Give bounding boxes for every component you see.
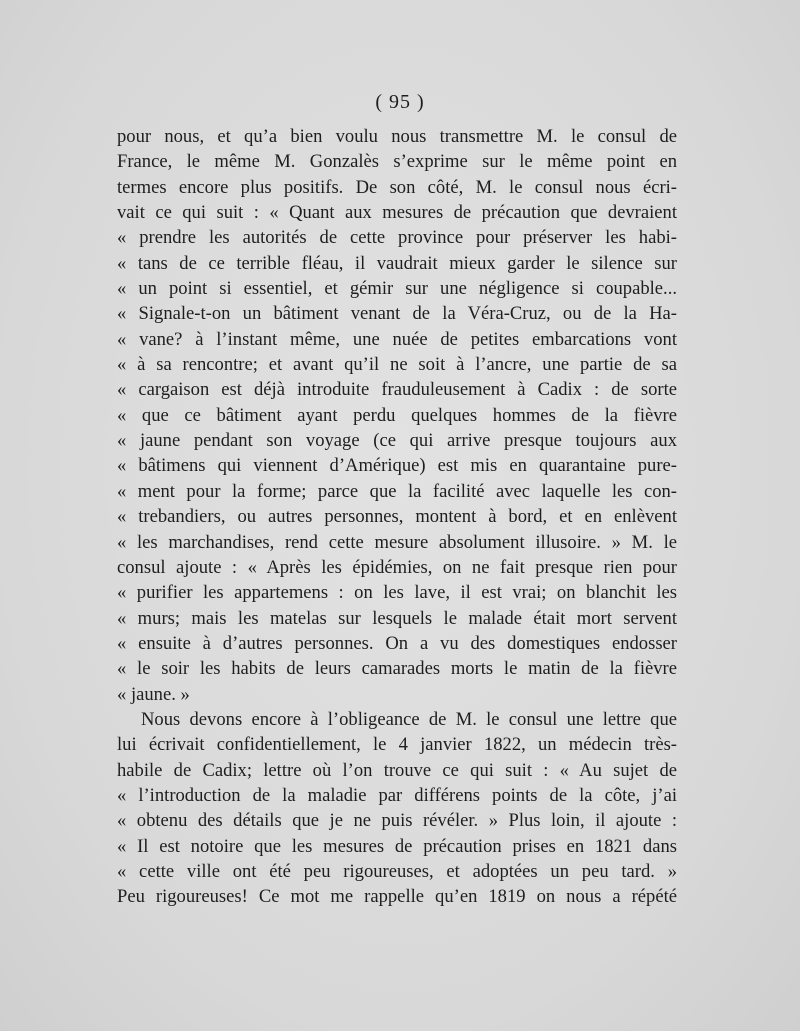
text-line: « purifier les appartemens : on les lave, il est vrai; on blanchit les bbox=[117, 582, 677, 604]
text-line: « l’introduction de la maladie par différens points de la côte, j’ai bbox=[117, 784, 677, 806]
text-line: « cette ville ont été peu rigoureuses, et adoptées un peu tard. » bbox=[117, 860, 677, 882]
text-line: « un point si essentiel, et gémir sur une négligence si coupable... bbox=[117, 278, 677, 300]
text-line: « jaune pendant son voyage (ce qui arrive presque toujours aux bbox=[117, 430, 677, 452]
text-line: « bâtimens qui viennent d’Amérique) est mis en quarantaine pure- bbox=[117, 455, 677, 477]
text-line: pour nous, et qu’a bien voulu nous transmettre M. le consul de bbox=[117, 126, 677, 147]
text-line: consul ajoute : « Après les épidémies, on ne fait presque rien pour bbox=[117, 556, 677, 578]
text-line: « jaune. » bbox=[117, 683, 190, 705]
text-line: « les marchandises, rend cette mesure absolument illusoire. » M. le bbox=[117, 531, 677, 553]
text-line: « murs; mais les matelas sur lesquels le malade était mort servent bbox=[117, 607, 677, 629]
text-line: « que ce bâtiment ayant perdu quelques hommes de la fièvre bbox=[117, 404, 677, 426]
text-line: « prendre les autorités de cette province pour préserver les habi- bbox=[117, 227, 677, 249]
text-line: « Il est notoire que les mesures de précaution prises en 1821 dans bbox=[117, 835, 677, 857]
text-line: « le soir les habits de leurs camarades morts le matin de la fièvre bbox=[117, 658, 677, 680]
text-line: « ment pour la forme; parce que la facilité avec laquelle les con- bbox=[117, 480, 677, 502]
text-line: Peu rigoureuses! Ce mot me rappelle qu’en 1819 on nous a répété bbox=[117, 886, 677, 908]
text-line: Nous devons encore à l’obligeance de M. le consul une lettre que bbox=[141, 708, 677, 730]
text-line: « à sa rencontre; et avant qu’il ne soit à l’ancre, une partie de sa bbox=[117, 354, 677, 376]
text-line: lui écrivait confidentiellement, le 4 janvier 1822, un médecin très- bbox=[117, 734, 677, 756]
text-line: « trebandiers, ou autres personnes, montent à bord, et en enlèvent bbox=[117, 506, 677, 528]
text-line: « vane? à l’instant même, une nuée de petites embarcations vont bbox=[117, 328, 677, 350]
body-text bbox=[117, 124, 677, 910]
text-line: France, le même M. Gonzalès s’exprime sur le même point en bbox=[117, 151, 677, 173]
page-number: ( 95 ) bbox=[375, 91, 425, 113]
text-line: « Signale-t-on un bâtiment venant de la Véra-Cruz, ou de la Ha- bbox=[117, 303, 677, 325]
text-line: vait ce qui suit : « Quant aux mesures de précaution que devraient bbox=[117, 202, 677, 224]
text-line: termes encore plus positifs. De son côté, M. le consul nous écri- bbox=[117, 176, 677, 198]
text-line: « ensuite à d’autres personnes. On a vu des domestiques endosser bbox=[117, 632, 677, 654]
text-line: « obtenu des détails que je ne puis révéler. » Plus loin, il ajoute : bbox=[117, 810, 677, 832]
text-line: « cargaison est déjà introduite frauduleusement à Cadix : de sorte bbox=[117, 379, 677, 401]
text-line: habile de Cadix; lettre où l’on trouve ce qui suit : « Au sujet de bbox=[117, 759, 677, 781]
text-line: « tans de ce terrible fléau, il vaudrait mieux garder le silence sur bbox=[117, 252, 677, 274]
